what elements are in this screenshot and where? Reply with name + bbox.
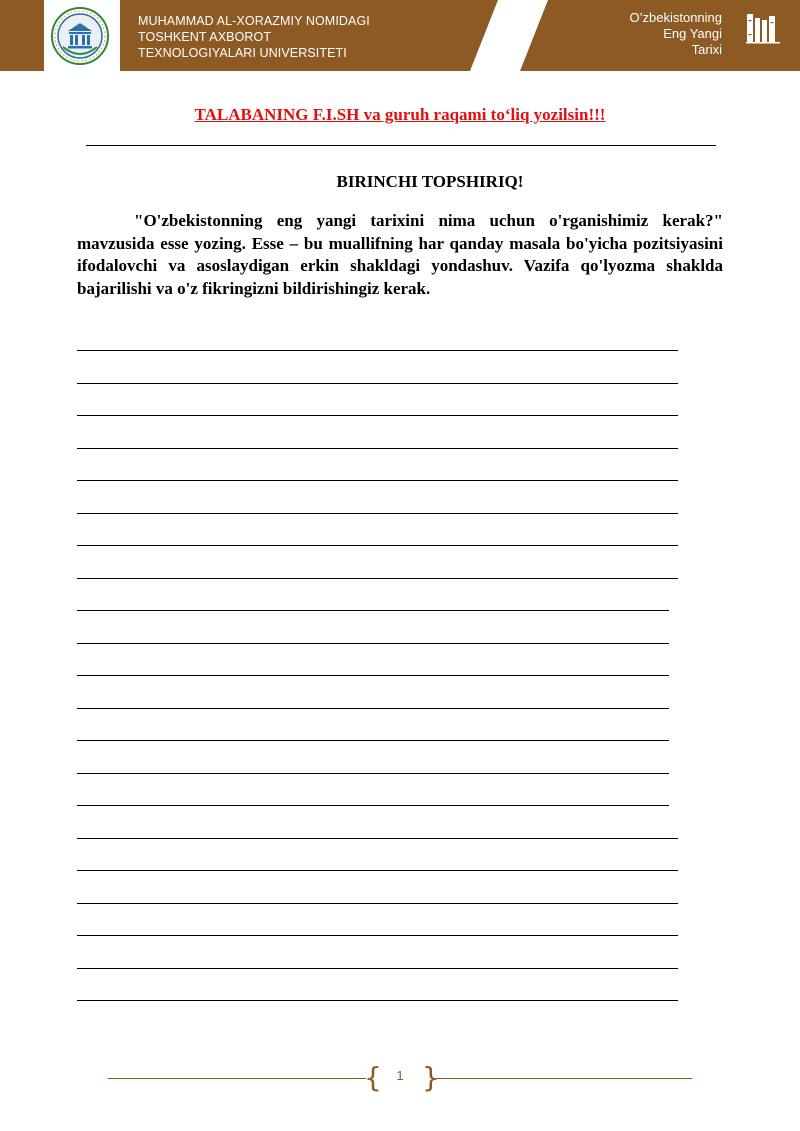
books-icon — [746, 12, 780, 44]
answer-line[interactable] — [77, 870, 678, 871]
answer-line[interactable] — [77, 773, 669, 774]
university-emblem-icon — [51, 7, 109, 65]
course-title — [562, 10, 722, 58]
answer-line[interactable] — [77, 675, 669, 676]
course-title-line: O’zbekistonning — [629, 10, 722, 25]
header-band — [0, 0, 800, 71]
footer-rule-right — [436, 1078, 692, 1079]
footer-brace-right: } — [422, 1061, 440, 1094]
university-name-line: TOSHKENT AXBOROT — [138, 30, 272, 44]
task-description: "O'zbekistonning eng yangi tarixini nima uchun o'rganishimiz kerak?" mavzusida esse yozing. Esse – bu muallifning har qanday masala bo'yicha pozitsiyasini ifodalovchi va asoslaydigan erkin shakldagi yondashuv. Vazifa qo'lyozma shaklda bajarilishi va o'z fikringizni bildirishingiz kerak. — [77, 211, 723, 298]
course-title-line: Tarixi — [691, 42, 722, 57]
answer-line[interactable] — [77, 903, 678, 904]
student-info-instruction: TALABANING F.I.SH va guruh raqami to‘liq yozilsin!!! — [194, 105, 606, 124]
answer-line[interactable] — [77, 448, 678, 449]
answer-line[interactable] — [77, 805, 669, 806]
university-name-line: MUHAMMAD AL-XORAZMIY NOMIDAGI — [138, 14, 370, 28]
answer-line[interactable] — [77, 935, 678, 936]
footer-rule-left — [108, 1078, 366, 1079]
answer-line[interactable] — [77, 480, 678, 481]
answer-line[interactable] — [77, 578, 678, 579]
answer-line[interactable] — [77, 415, 678, 416]
answer-line[interactable] — [77, 643, 669, 644]
task-title: BIRINCHI TOPSHIRIQ! — [336, 172, 524, 191]
course-title-line: Eng Yangi — [663, 26, 722, 41]
answer-line[interactable] — [77, 1000, 678, 1001]
answer-line[interactable] — [77, 350, 678, 351]
answer-line[interactable] — [77, 838, 678, 839]
header-diagonal-stripe — [470, 0, 560, 71]
page-number: 1 — [396, 1068, 404, 1083]
student-name-line[interactable] — [86, 145, 716, 146]
logo-container — [44, 0, 120, 71]
answer-line[interactable] — [77, 610, 669, 611]
answer-line[interactable] — [77, 708, 669, 709]
footer-brace-left: { — [364, 1061, 382, 1094]
answer-line[interactable] — [77, 968, 678, 969]
university-name-line: TEXNOLOGIYALARI UNIVERSITETI — [138, 46, 347, 60]
answer-line[interactable] — [77, 545, 678, 546]
university-name — [138, 13, 438, 61]
answer-line[interactable] — [77, 513, 678, 514]
answer-line[interactable] — [77, 740, 669, 741]
answer-line[interactable] — [77, 383, 678, 384]
